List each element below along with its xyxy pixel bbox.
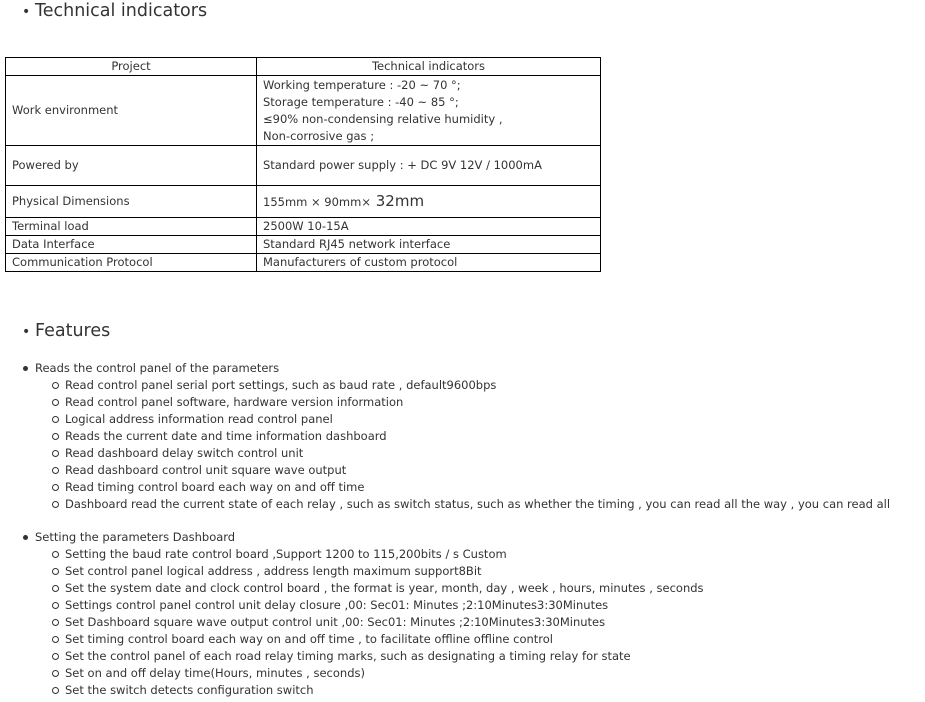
row-value: Standard RJ45 network interface	[257, 236, 601, 254]
row-value	[257, 76, 601, 146]
value-line: Storage temperature : -40 ~ 85 °;	[263, 94, 459, 109]
header-project: Project	[6, 58, 257, 76]
specifications-table	[5, 57, 601, 272]
bullet-icon: •	[22, 4, 31, 20]
list-item: Read dashboard delay switch control unit	[0, 445, 890, 462]
dims-small: 155mm × 90mm×	[263, 194, 371, 209]
list-item: Read dashboard control unit square wave output	[0, 462, 890, 479]
bullet-icon: •	[22, 324, 31, 340]
row-project: Physical Dimensions	[6, 186, 257, 218]
list-item: Read control panel software, hardware version information	[0, 394, 890, 411]
heading-text: Features	[35, 321, 111, 341]
row-value: 2500W 10-15A	[257, 218, 601, 236]
list-item: Reads the current date and time information dashboard	[0, 428, 890, 445]
row-project: Powered by	[6, 146, 257, 186]
heading-text: Technical indicators	[35, 1, 208, 21]
value-line: Non-corrosive gas ;	[263, 128, 375, 143]
row-value: Manufacturers of custom protocol	[257, 254, 601, 272]
table-row	[6, 76, 601, 146]
table-header-row	[6, 58, 601, 76]
header-indicators: Technical indicators	[257, 58, 601, 76]
list-item: Logical address information read control panel	[0, 411, 890, 428]
list-item: Dashboard read the current state of each relay , such as switch status, such as whether the timing , you can read all the way , you can read all	[0, 496, 890, 513]
read-parameters-list	[0, 360, 890, 513]
list-item: Set the switch detects configuration switch	[0, 682, 704, 699]
technical-indicators-heading	[22, 0, 207, 23]
list-item: Set the control panel of each road relay timing marks, such as designating a timing relay for state	[0, 648, 704, 665]
table-row	[6, 254, 601, 272]
list-item: Set on and off delay time(Hours, minutes , seconds)	[0, 665, 704, 682]
row-project: Communication Protocol	[6, 254, 257, 272]
table-row	[6, 218, 601, 236]
list-item: Set Dashboard square wave output control unit ,00: Sec01: Minutes ;2:10Minutes3:30Minutes	[0, 614, 704, 631]
list-group-title: Setting the parameters Dashboard	[0, 529, 704, 546]
list-group-title: Reads the control panel of the parameters	[0, 360, 890, 377]
list-item: Read timing control board each way on and off time	[0, 479, 890, 496]
list-item: Setting the baud rate control board ,Support 1200 to 115,200bits / s Custom	[0, 546, 704, 563]
features-heading	[22, 320, 110, 343]
list-item: Settings control panel control unit delay closure ,00: Sec01: Minutes ;2:10Minutes3:30Minutes	[0, 597, 704, 614]
list-item: Set the system date and clock control board , the format is year, month, day , week , hours, minutes , seconds	[0, 580, 704, 597]
list-item: Set control panel logical address , address length maximum support8Bit	[0, 563, 704, 580]
list-item: Read control panel serial port settings, such as baud rate , default9600bps	[0, 377, 890, 394]
row-project: Work environment	[6, 76, 257, 146]
list-item: Set timing control board each way on and off time , to facilitate offline offline control	[0, 631, 704, 648]
row-value: Standard power supply : + DC 9V 12V / 1000mA	[257, 146, 601, 186]
table-row	[6, 146, 601, 186]
table-row	[6, 236, 601, 254]
row-value	[257, 186, 601, 218]
table-row	[6, 186, 601, 218]
row-project: Terminal load	[6, 218, 257, 236]
set-parameters-list	[0, 529, 704, 699]
dims-big: 32mm	[370, 191, 425, 210]
value-line: ≤90% non-condensing relative humidity ,	[263, 111, 503, 126]
value-line: Working temperature : -20 ~ 70 °;	[263, 77, 461, 92]
row-project: Data Interface	[6, 236, 257, 254]
